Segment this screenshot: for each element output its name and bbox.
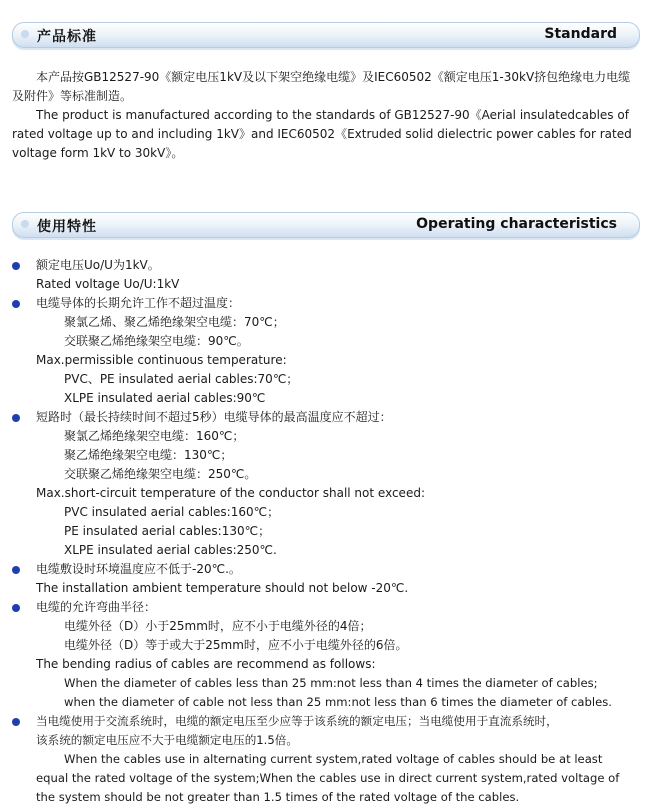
list-item-voltage — [12, 256, 642, 275]
system-en-2: equal the rated voltage of the system;When the cables use in direct current system,rated voltage of — [36, 771, 620, 785]
system-en-3: the system should be not greater than 1.5 times of the rated voltage of the cables. — [36, 790, 520, 804]
header-dot-icon — [21, 220, 29, 228]
bending-cn-ge: 电缆外径（D）等于或大于25mm时，应不小于电缆外径的6倍。 — [64, 638, 408, 652]
continuous-en: Max.permissible continuous temperature: — [36, 353, 287, 367]
list-item-ambient — [12, 560, 642, 579]
bending-en-ge: when the diameter of cable not less than 25 mm:not less than 6 times the diameter of cables. — [64, 695, 612, 709]
operating-title-cn: 使用特性 — [37, 219, 97, 235]
ambient-cn: 电缆敷设时环境温度应不低于-20℃.。 — [36, 562, 241, 576]
bullet-icon — [12, 414, 20, 422]
short-en-pe: PE insulated aerial cables:130℃； — [64, 524, 271, 538]
voltage-en: Rated voltage Uo/U:1kV — [36, 277, 180, 291]
system-en-1: When the cables use in alternating current system,rated voltage of cables should be at least — [64, 752, 603, 766]
voltage-cn: 额定电压Uo/U为1kV。 — [36, 258, 160, 272]
short-cn-pvc: 聚氯乙烯绝缘架空电缆：160℃； — [64, 429, 245, 443]
list-item-bending — [12, 598, 642, 617]
standard-title-cn: 产品标准 — [37, 29, 97, 45]
list-item-continuous — [12, 294, 642, 313]
standard-section-header — [12, 22, 640, 48]
operating-title-en: Operating characteristics — [416, 216, 617, 232]
standard-paragraph-en: The product is manufactured according to the standards of GB12527-90《Aerial insulatedcables of rated voltage up to and including 1kV》and IEC60502《Extruded solid dielectric power cables for rated voltage form 1kV to 30kV》。 — [12, 108, 632, 160]
bullet-icon — [12, 300, 20, 308]
short-cn-pe: 聚乙烯绝缘架空电缆：130℃； — [64, 448, 233, 462]
list-item-short-circuit — [12, 408, 642, 427]
system-cn-2: 该系统的额定电压应不大于电缆额定电压的1.5倍。 — [36, 733, 298, 747]
operating-list — [12, 256, 642, 807]
standard-paragraph-cn: 本产品按GB12527-90《额定电压1kV及以下架空绝缘电缆》及IEC60502《额定电压1-30kV挤包绝缘电力电缆及附件》等标准制造。 — [12, 70, 631, 103]
standard-title-en: Standard — [544, 26, 617, 42]
short-cn-xlpe: 交联聚乙烯绝缘架空电缆：250℃。 — [64, 467, 257, 481]
continuous-en-xlpe: XLPE insulated aerial cables:90℃ — [64, 391, 266, 405]
bullet-icon — [12, 566, 20, 574]
bending-en: The bending radius of cables are recommend as follows: — [36, 657, 376, 671]
continuous-cn-pvc-pe: 聚氯乙烯、聚乙烯绝缘架空电缆：70℃； — [64, 315, 285, 329]
system-cn-1: 当电缆使用于交流系统时，电缆的额定电压至少应等于该系统的额定电压；当电缆使用于直流系统时， — [36, 714, 558, 728]
continuous-cn: 电缆导体的长期允许工作不超过温度： — [36, 296, 241, 310]
standard-text-block — [12, 68, 638, 163]
bending-cn: 电缆的允许弯曲半径： — [36, 600, 157, 614]
short-en-pvc: PVC insulated aerial cables:160℃； — [64, 505, 280, 519]
bullet-icon — [12, 604, 20, 612]
bullet-icon — [12, 718, 20, 726]
bending-en-lt: When the diameter of cables less than 25 mm:not less than 4 times the diameter of cables; — [64, 676, 598, 690]
bending-cn-lt: 电缆外径（D）小于25mm时，应不小于电缆外径的4倍； — [64, 619, 372, 633]
header-dot-icon — [21, 30, 29, 38]
short-en: Max.short-circuit temperature of the conductor shall not exceed: — [36, 486, 425, 500]
ambient-en: The installation ambient temperature should not below -20℃. — [36, 581, 409, 595]
continuous-en-pvc-pe: PVC、PE insulated aerial cables:70℃； — [64, 372, 299, 386]
short-cn: 短路时（最长持续时间不超过5秒）电缆导体的最高温度应不超过： — [36, 410, 392, 424]
bullet-icon — [12, 262, 20, 270]
continuous-cn-xlpe: 交联聚乙烯绝缘架空电缆：90℃。 — [64, 334, 249, 348]
operating-section-header — [12, 212, 640, 238]
list-item-system — [12, 712, 642, 731]
short-en-xlpe: XLPE insulated aerial cables:250℃. — [64, 543, 277, 557]
